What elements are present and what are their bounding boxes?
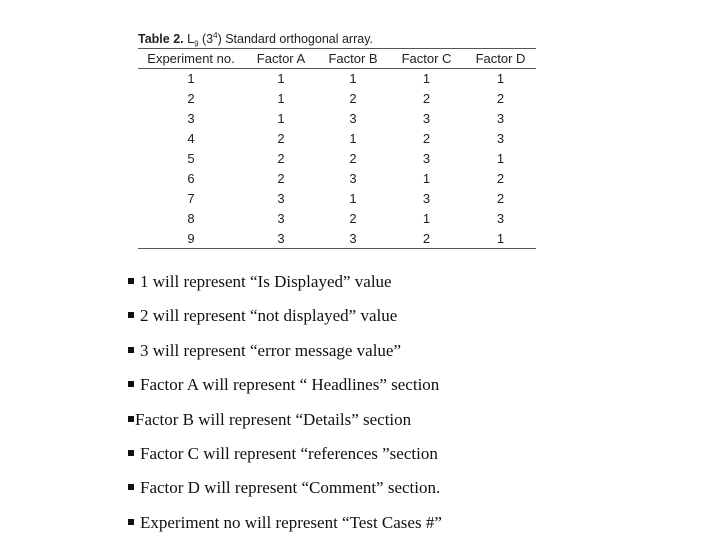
cell-factor-b: 2 xyxy=(349,210,357,226)
cell-factor-d: 1 xyxy=(496,71,505,87)
cell-factor-b: 1 xyxy=(349,131,357,147)
square-bullet-icon xyxy=(128,519,134,525)
legend-item xyxy=(128,337,442,371)
legend-item-text: Factor B will represent “Details” section xyxy=(135,409,412,429)
cell-factor-c: 1 xyxy=(422,210,431,226)
cell-factor-d: 1 xyxy=(496,151,505,166)
legend-item xyxy=(128,371,442,405)
orthogonal-array-table xyxy=(138,48,536,249)
table-row xyxy=(138,228,536,248)
table-row xyxy=(138,208,536,228)
cell-factor-a: 2 xyxy=(277,151,285,166)
cell-factor-b: 2 xyxy=(349,91,357,107)
cell-factor-b: 1 xyxy=(349,71,357,87)
legend-item-text: Experiment no will represent “Test Cases #” xyxy=(140,512,442,532)
legend-item-text: 1 will represent “Is Displayed” value xyxy=(140,272,392,291)
cell-factor-b: 3 xyxy=(349,111,357,127)
cell-experiment-no: 7 xyxy=(187,190,195,206)
cell-experiment-no: 4 xyxy=(187,131,195,147)
cell-experiment-no: 9 xyxy=(187,230,195,246)
cell-factor-b: 3 xyxy=(349,230,357,246)
cell-factor-a: 1 xyxy=(277,91,285,107)
cell-factor-b: 1 xyxy=(349,190,357,206)
cell-factor-c: 1 xyxy=(422,71,431,87)
cell-factor-c: 3 xyxy=(422,151,431,166)
header-factor-a: Factor A xyxy=(256,51,306,66)
table-caption-l: L xyxy=(187,32,195,47)
legend-item xyxy=(128,509,442,543)
legend-item xyxy=(128,440,442,474)
table-caption xyxy=(138,28,536,49)
table-caption-superscript: 4 xyxy=(213,31,218,40)
square-bullet-icon xyxy=(128,450,134,456)
legend-item xyxy=(128,474,442,508)
legend-item-text: Factor C will represent “references ”section xyxy=(140,443,438,463)
cell-factor-a: 2 xyxy=(277,170,285,186)
legend-item xyxy=(128,406,442,440)
header-factor-d: Factor D xyxy=(475,51,526,66)
square-bullet-icon xyxy=(128,484,134,490)
table-caption-l-subscript: 9 xyxy=(194,39,199,49)
header-factor-b: Factor B xyxy=(328,51,378,66)
square-bullet-icon xyxy=(128,416,134,422)
cell-factor-d: 3 xyxy=(496,210,505,226)
cell-factor-c: 2 xyxy=(422,131,431,147)
cell-factor-b: 2 xyxy=(349,151,357,166)
table-row xyxy=(138,109,536,129)
cell-factor-a: 3 xyxy=(277,190,285,206)
header-experiment-no: Experiment no. xyxy=(147,51,235,66)
cell-experiment-no: 8 xyxy=(187,210,195,226)
table-row xyxy=(138,69,536,89)
cell-factor-a: 2 xyxy=(277,131,285,147)
cell-factor-d: 3 xyxy=(496,111,505,127)
legend-item-text: 2 will represent “not displayed” value xyxy=(140,306,398,326)
cell-factor-d: 2 xyxy=(496,91,505,107)
cell-factor-a: 3 xyxy=(277,230,285,246)
cell-experiment-no: 1 xyxy=(187,71,195,87)
square-bullet-icon xyxy=(128,347,134,353)
cell-factor-d: 3 xyxy=(496,131,505,147)
table-row xyxy=(138,89,536,109)
cell-experiment-no: 2 xyxy=(187,91,195,107)
table-row xyxy=(138,149,536,169)
cell-factor-c: 2 xyxy=(422,230,431,246)
table-header-row xyxy=(138,49,536,69)
legend-item-text: Factor D will represent “Comment” section. xyxy=(140,478,441,498)
legend-item-text: Factor A will represent “ Headlines” section xyxy=(140,375,440,395)
cell-experiment-no: 3 xyxy=(187,111,195,127)
table-row xyxy=(138,168,536,188)
cell-factor-a: 3 xyxy=(277,210,285,226)
cell-factor-b: 3 xyxy=(349,170,357,186)
table-caption-title: ) Standard orthogonal array. xyxy=(217,32,373,47)
cell-factor-c: 2 xyxy=(422,91,431,107)
orthogonal-array-table-block xyxy=(138,28,536,249)
table-caption-label: Table 2. xyxy=(138,32,184,47)
cell-factor-c: 3 xyxy=(422,190,431,206)
cell-factor-d: 1 xyxy=(496,230,505,246)
cell-experiment-no: 6 xyxy=(187,170,195,186)
cell-factor-c: 1 xyxy=(422,170,431,186)
cell-factor-c: 3 xyxy=(422,111,431,127)
table-row xyxy=(138,188,536,208)
table-row xyxy=(138,129,536,149)
legend-item xyxy=(128,302,442,336)
square-bullet-icon xyxy=(128,312,134,318)
cell-factor-d: 2 xyxy=(496,170,505,186)
square-bullet-icon xyxy=(128,278,134,284)
legend-item xyxy=(128,268,442,302)
cell-experiment-no: 5 xyxy=(187,151,195,166)
square-bullet-icon xyxy=(128,381,134,387)
cell-factor-a: 1 xyxy=(277,111,285,127)
legend-list xyxy=(128,268,442,543)
cell-factor-a: 1 xyxy=(277,71,285,87)
table-caption-paren: (3 xyxy=(202,32,214,47)
cell-factor-d: 2 xyxy=(496,190,505,206)
legend-item-text: 3 will represent “error message value” xyxy=(140,340,402,360)
header-factor-c: Factor C xyxy=(401,51,452,66)
